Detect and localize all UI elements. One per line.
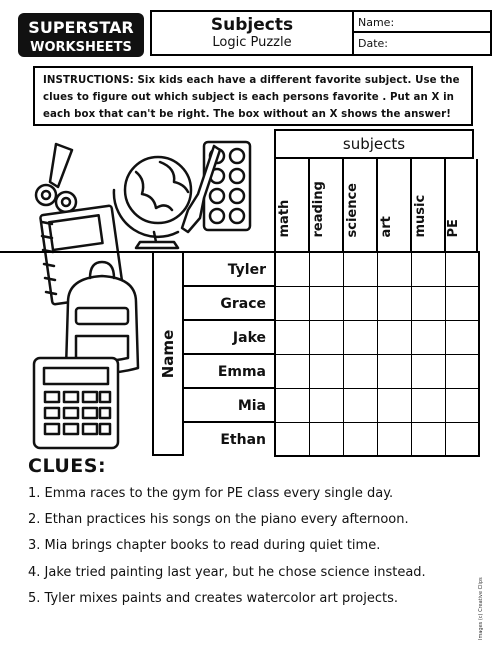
clue-item: 3. Mia brings chapter books to read during quiet time. [28,538,381,553]
grid-cell[interactable] [276,287,310,321]
subject-header: music [410,159,444,251]
grid-cell[interactable] [412,355,446,389]
grid-cell[interactable] [378,389,412,423]
grid-cell[interactable] [412,389,446,423]
grid-cell[interactable] [344,287,378,321]
grid-cell[interactable] [446,389,480,423]
grid-cell[interactable] [276,253,310,287]
grid-cell[interactable] [276,389,310,423]
grid-cell[interactable] [412,321,446,355]
subject-header: PE [444,159,478,251]
grid-cell[interactable] [446,321,480,355]
name-row-label: Ethan [220,432,266,448]
grid-cell[interactable] [378,287,412,321]
instructions-text: Six kids each have a different favorite subject. Use the clues to figure out which subject is each persons favorite . Put an X in each box that can't be right. The box without an X shows the answer! [43,75,460,120]
clue-item: 1. Emma races to the gym for PE class every single day. [28,486,394,501]
scissors-icon [36,144,76,212]
name-row-label: Tyler [184,253,274,287]
grid-cell[interactable] [310,253,344,287]
grid-cell[interactable] [276,321,310,355]
subjects-title: subjects [342,135,406,153]
name-row-label: Emma [184,355,274,389]
grid-cell[interactable] [412,423,446,457]
names-title: Name [159,329,177,378]
grid-cell[interactable] [344,389,378,423]
grid-cell[interactable] [446,287,480,321]
name-row-label: Mia [184,389,274,423]
grid-cell[interactable] [412,287,446,321]
grid-cell[interactable] [446,355,480,389]
superstar-worksheets-logo [17,12,145,58]
name-label: Name: [358,16,395,29]
grid-cell[interactable] [378,355,412,389]
grid-cell[interactable] [344,321,378,355]
grid-cell[interactable] [378,423,412,457]
instructions-label: INSTRUCTIONS: [43,75,134,86]
clue-item: 4. Jake tried painting last year, but he chose science instead. [28,565,426,580]
logo-line2: WORKSHEETS [30,40,132,55]
grid-cell[interactable] [310,321,344,355]
subject-header: reading [308,159,342,251]
page-subtitle: Logic Puzzle [212,35,292,50]
names-column [0,251,274,456]
grid-cell[interactable] [344,423,378,457]
answer-grid [274,251,480,457]
grid-cell[interactable] [310,423,344,457]
grid-cell[interactable] [344,253,378,287]
date-label: Date: [358,37,388,50]
paint-palette-icon [182,142,250,232]
grid-cell[interactable] [378,253,412,287]
name-row-label: Jake [184,321,274,355]
logo-line1: SUPERSTAR [28,18,134,37]
subject-header: science [342,159,376,251]
grid-cell[interactable] [310,355,344,389]
grid-cell[interactable] [344,355,378,389]
clue-item: 5. Tyler mixes paints and creates watercolor art projects. [28,591,398,606]
clues-heading: CLUES: [28,455,107,477]
grid-cell[interactable] [276,423,310,457]
image-credit: Images (c) Creative Clips [478,577,484,640]
grid-cell[interactable] [310,287,344,321]
subject-headers [274,0,478,252]
clue-item: 2. Ethan practices his songs on the piano every afternoon. [28,512,409,527]
grid-cell[interactable] [310,389,344,423]
grid-cell[interactable] [378,321,412,355]
grid-cell[interactable] [446,253,480,287]
grid-cell[interactable] [276,355,310,389]
grid-cell[interactable] [446,423,480,457]
globe-icon [114,157,191,248]
subject-header: art [376,159,410,251]
name-row-label: Grace [184,287,274,321]
page-title: Subjects [210,15,294,35]
grid-cell[interactable] [412,253,446,287]
subject-header: math [274,159,308,251]
